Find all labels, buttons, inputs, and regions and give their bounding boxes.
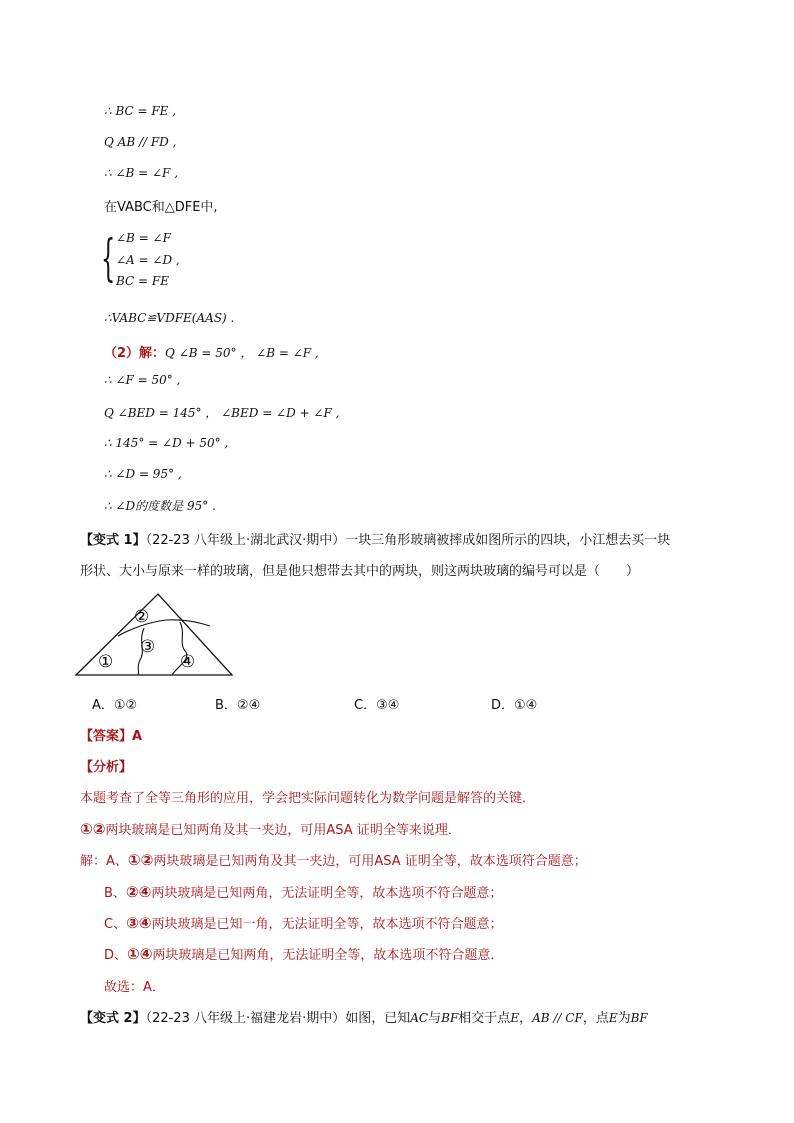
piece-numbers: ②④	[125, 883, 152, 901]
piece-label: ①	[98, 652, 114, 672]
solution-text: 两块玻璃是已知两角，无法证明全等，故本选项不符合题意；	[151, 886, 503, 901]
option-key: C．	[354, 698, 377, 713]
question-text: ，	[519, 1011, 533, 1026]
piece-numbers: ①②	[127, 851, 154, 869]
solution-text: 两块玻璃是已知一角，无法证明全等，故本选项不符合题意；	[151, 917, 503, 932]
question-text: 相交于点	[458, 1011, 511, 1026]
proof-line: ∴ ∠D的度数是 95° .	[104, 499, 216, 513]
choose-label: 故选：	[104, 980, 144, 995]
proof-math: Q ∠B = 50° ， ∠B = ∠F ,	[165, 346, 319, 360]
choose-value: A．	[143, 980, 165, 995]
math-var: BF	[441, 1011, 459, 1025]
system-brace: {	[101, 229, 116, 287]
proof-line: ∴VABC≌VDFE(AAS) .	[104, 311, 235, 325]
answer-value: A	[132, 729, 143, 744]
proof-heading	[104, 342, 319, 361]
option-text: ①②	[113, 698, 138, 713]
solution-line	[104, 882, 502, 901]
proof-line: Q AB // FD ,	[104, 135, 177, 149]
piece-numbers: ①④	[127, 945, 153, 963]
math-var: E	[608, 1011, 618, 1025]
proof-line: ∴ ∠B = ∠F ,	[104, 166, 179, 180]
part-label: （2）解：	[104, 346, 166, 361]
system-equation: BC = FE	[116, 274, 169, 288]
question-text: （22-23 八年级上·福建龙岩·期中）如图，已知	[145, 1011, 411, 1026]
option-d[interactable]	[491, 694, 537, 713]
piece-label: ③	[140, 637, 156, 657]
math-var: E	[510, 1011, 520, 1025]
proof-line: ∴ BC = FE ,	[104, 104, 177, 118]
choose-line	[104, 976, 165, 995]
proof-line: ∴ 145° = ∠D + 50° ,	[104, 436, 229, 450]
option-text: ①④	[514, 698, 538, 713]
option-text: ③④	[376, 698, 400, 713]
proof-line: Q ∠BED = 145° ， ∠BED = ∠D + ∠F ,	[104, 406, 340, 420]
proof-line: ∴ ∠D = 95° ,	[104, 467, 182, 481]
solution-key: C、	[104, 917, 127, 932]
analysis-text	[80, 819, 461, 838]
system-equation: ∠A = ∠D ,	[116, 253, 180, 267]
solution-key: A、	[106, 854, 128, 869]
solution-line	[104, 944, 503, 963]
solution-line	[104, 913, 503, 932]
question-text: ，点	[582, 1011, 609, 1026]
analysis-sentence: 两块玻璃是已知两角及其一夹边，可用ASA 证明全等来说理．	[105, 823, 461, 838]
variant-tag: 【变式 2】	[80, 1011, 146, 1026]
answer-line	[80, 725, 142, 744]
variant-tag: 【变式 1】	[80, 533, 146, 548]
option-key: A．	[92, 698, 114, 713]
math-var: BF	[630, 1011, 648, 1025]
option-c[interactable]	[354, 694, 399, 713]
piece-numbers: ③④	[126, 914, 152, 932]
question-text: 形状、大小与原来一样的玻璃，但是他只想带去其中的两块，则这两块玻璃的编号可以是（ ）	[80, 564, 640, 579]
variant1-question	[80, 529, 670, 548]
math-var: AC	[410, 1011, 429, 1025]
option-a[interactable]	[92, 694, 137, 713]
option-b[interactable]	[215, 694, 260, 713]
variant2-question	[80, 1007, 648, 1026]
option-text: ②④	[236, 698, 261, 713]
math-var: AB // CF	[532, 1011, 583, 1025]
analysis-text: 本题考查了全等三角形的应用，学会把实际问题转化为数学问题是解答的关键．	[80, 791, 536, 806]
piece-label: ④	[180, 652, 196, 672]
question-text: 为	[617, 1011, 631, 1026]
solution-line	[80, 850, 587, 869]
proof-line: ∴ ∠F = 50° ,	[104, 373, 181, 387]
broken-triangle-figure	[74, 590, 236, 678]
answer-tag: 【答案】	[80, 729, 133, 744]
solution-key: D、	[104, 948, 128, 963]
piece-numbers: ①②	[80, 820, 106, 838]
question-text: 与	[428, 1011, 442, 1026]
solution-key: B、	[104, 886, 126, 901]
proof-line: 在VABC和△DFE中,	[104, 200, 218, 215]
analysis-tag: 【分析】	[80, 760, 133, 775]
piece-label: ②	[134, 607, 150, 627]
solution-text: 两块玻璃是已知两角，无法证明全等，故本选项不符合题意．	[152, 948, 504, 963]
question-text: （22-23 八年级上·湖北武汉·期中）一块三角形玻璃被摔成如图所示的四块，小江想去买一块	[145, 533, 671, 548]
option-key: D．	[491, 698, 515, 713]
system-equation: ∠B = ∠F	[116, 231, 171, 245]
solution-prefix: 解：	[80, 854, 107, 869]
option-key: B．	[215, 698, 237, 713]
solution-text: 两块玻璃是已知两角及其一夹边，可用ASA 证明全等，故本选项符合题意；	[153, 854, 587, 869]
